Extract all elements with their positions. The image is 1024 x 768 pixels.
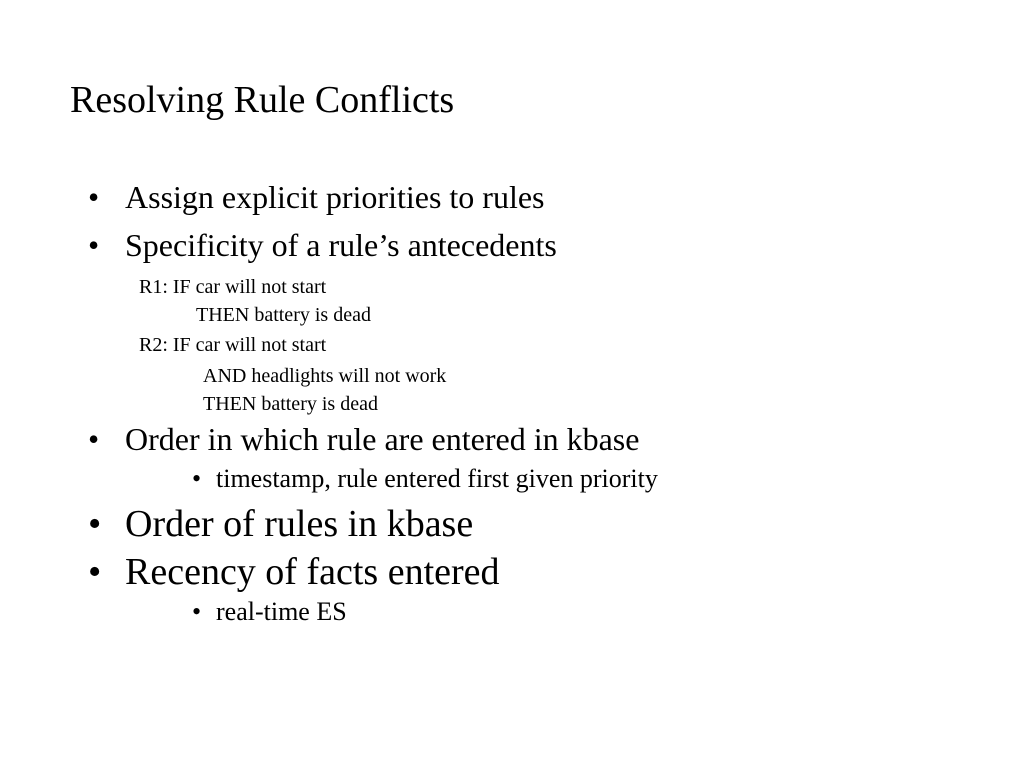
bullet-text: Order in which rule are entered in kbase [125,421,640,457]
rule-line: AND headlights will not work [203,365,447,387]
rule-line: THEN battery is dead [203,393,378,415]
bullet-item [88,505,788,547]
bullet-dot: • [88,503,102,545]
bullet-dot: • [88,421,100,457]
rule-line: R2: IF car will not start [139,334,327,356]
rule-line: R1: IF car will not start [139,276,327,298]
bullet-item [88,181,788,217]
bullet-dot: • [192,597,202,626]
bullet-item [88,229,788,265]
bullet-text: Assign explicit priorities to rules [125,179,545,215]
bullet-item [88,423,848,459]
slide-title: Resolving Rule Conflicts [70,79,455,121]
bullet-text: Order of rules in kbase [125,503,474,545]
sub-bullet-text: real-time ES [216,597,347,626]
sub-bullet-text: timestamp, rule entered first given priority [216,464,658,493]
bullet-text: Recency of facts entered [125,551,500,593]
sub-bullet-item [192,466,892,496]
bullet-dot: • [192,464,202,493]
bullet-dot: • [88,179,100,215]
bullet-dot: • [88,227,100,263]
bullet-text: Specificity of a rule’s antecedents [125,227,557,263]
rule-line: THEN battery is dead [196,304,371,326]
bullet-item [88,553,788,595]
sub-bullet-item [192,599,592,629]
bullet-dot: • [88,551,102,593]
